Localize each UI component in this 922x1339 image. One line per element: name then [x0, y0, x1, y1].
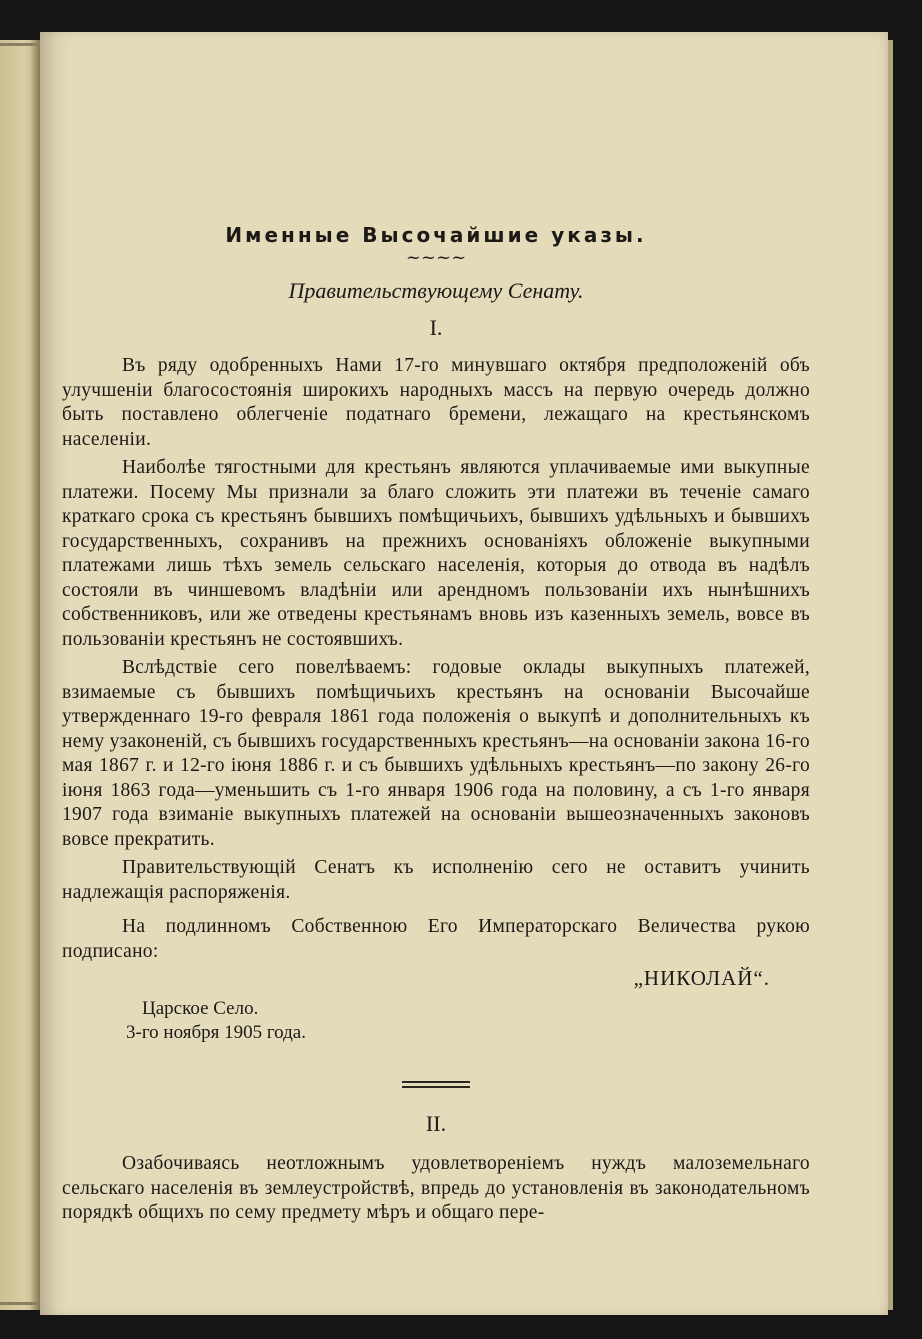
spine-rule-bottom	[0, 1302, 40, 1305]
previous-page-edge	[0, 40, 40, 1310]
place-and-date	[126, 997, 810, 1045]
binding-shadow	[30, 40, 40, 1310]
section-numeral-1: I.	[429, 315, 443, 340]
paragraph-5: Озабочиваясь неотложнымъ удовлетвореніемъ нуждъ малоземельнаго сельскаго населенія въ землеустройствѣ, впредь до установленія въ законодательномъ порядкѣ общихъ по сему предмету мѣръ и общаго пере-	[62, 1153, 810, 1223]
spine-rule-top	[0, 43, 40, 46]
section-numeral-2: II.	[425, 1111, 447, 1136]
addressee-heading: Правительствующему Сенату.	[288, 278, 584, 303]
date: 3-го ноября 1905 года.	[126, 1022, 306, 1043]
page-content	[62, 220, 810, 1226]
page-edge	[888, 40, 893, 1310]
document-title: Именные Высочайшие указы.	[225, 223, 647, 247]
signature-note: На подлинномъ Собственною Его Императорскаго Величества рукою подписано:	[62, 916, 810, 962]
paragraph-4: Правительствующій Сенатъ къ исполненію сего не оставитъ учинить надлежащія распоряженія.	[62, 857, 810, 903]
imperial-signature: „НИКОЛАЙ“.	[633, 966, 770, 990]
paragraph-1: Въ ряду одобренныхъ Нами 17-го минувшаго октября предположеній объ улучшеніи благосостоянія широкихъ народныхъ массъ на первую очередь должно быть поставлено облегченіе податнаго бремени, лежащаго на крестьянскомъ населеніи.	[62, 355, 810, 450]
paragraph-2: Наиболѣе тягостными для крестьянъ являются уплачиваемые ими выкупные платежи. Посему Мы признали за благо сложить эти платежи въ теченіе самаго краткаго срока съ крестьянъ бывшихъ помѣщичьихъ, бывшихъ удѣльныхъ и бывшихъ государственныхъ, сохранивъ на прежнихъ основаніяхъ обложеніе выкупными платежами лишь тѣхъ земель сельскаго населенія, которыя до отвода въ надѣлъ состояли въ чиншевомъ владѣніи или арендномъ пользованіи ихъ нынѣшнихъ собственниковъ, или же отведены крестьянамъ вновь изъ казенныхъ земель, вовсе въ пользованіи крестьянъ не состоявшихъ.	[62, 457, 810, 650]
paragraph-3: Вслѣдствіе сего повелѣваемъ: годовые оклады выкупныхъ платежей, взимаемые съ бывшихъ помѣщичьихъ крестьянъ на основаніи Высочайше утвержденнаго 19-го февраля 1861 года положенія о выкупѣ и дополнительныхъ къ нему узаконеній, съ бывшихъ государственныхъ крестьянъ—на основаніи закона 16-го мая 1867 г. и 12-го іюня 1886 г. и съ бывшихъ удѣльныхъ крестьянъ—по закону 26-го іюня 1863 года—уменьшить съ 1-го января 1906 года на половину, а съ 1-го января 1907 года взиманіе выкупныхъ платежей на основаніи вышеозначенныхъ законовъ вовсе прекратить.	[62, 657, 810, 850]
section-divider	[402, 1081, 470, 1088]
place: Царское Село.	[142, 998, 259, 1019]
title-ornament: ~~~~	[405, 247, 467, 268]
